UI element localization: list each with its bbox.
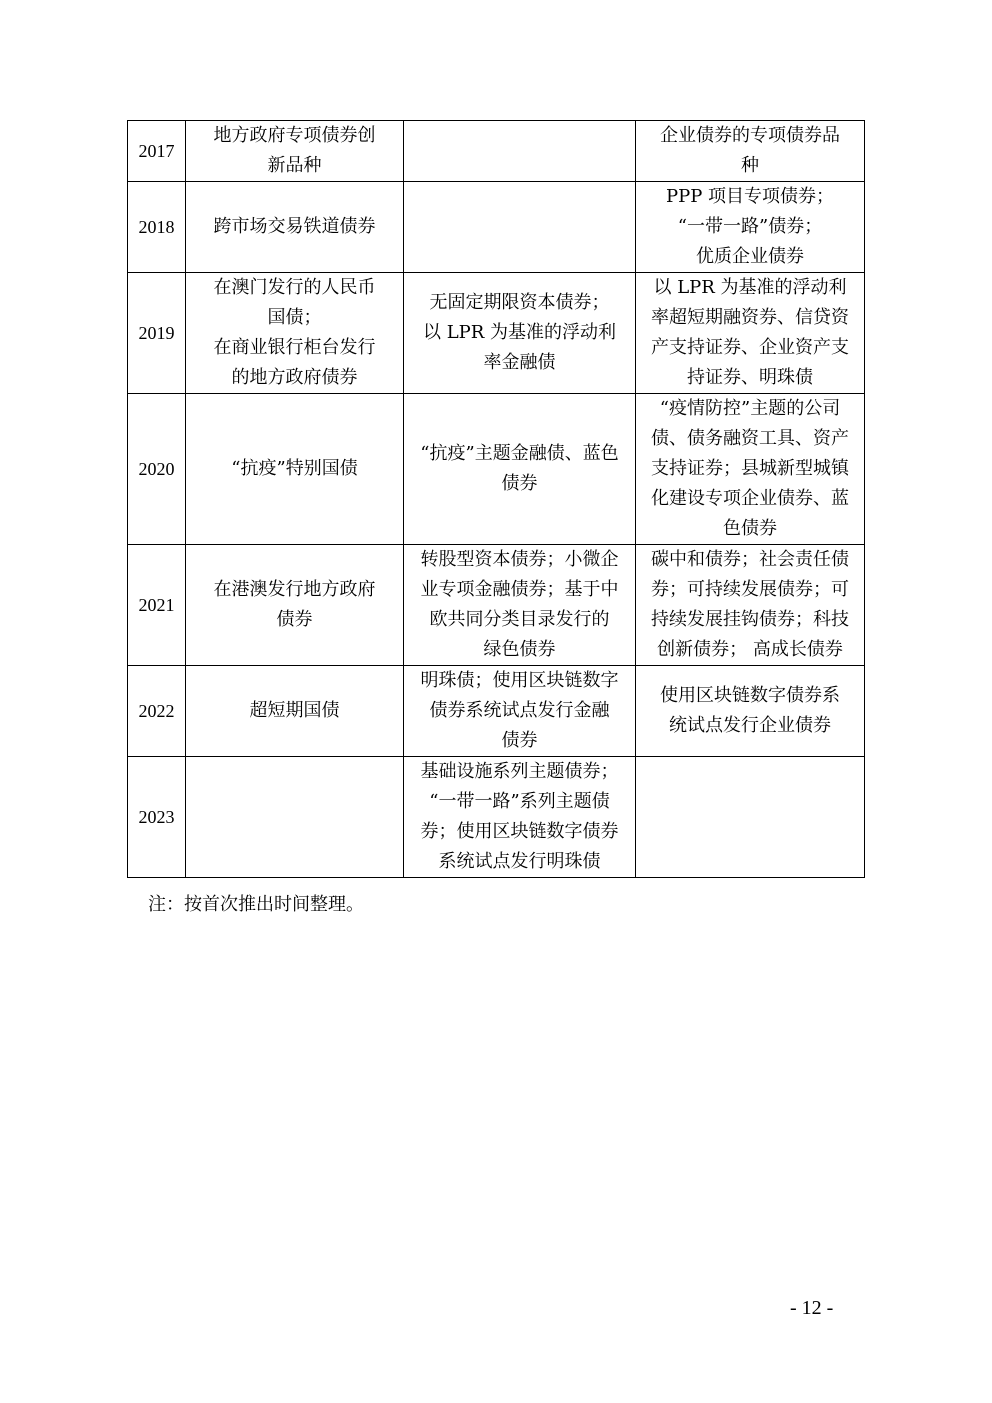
government-bond-cell: 地方政府专项债券创 新品种 xyxy=(186,121,404,182)
government-bond-cell: 在澳门发行的人民币 国债； 在商业银行柜台发行 的地方政府债券 xyxy=(186,273,404,394)
financial-bond-cell xyxy=(404,121,636,182)
bond-innovation-table xyxy=(127,120,865,878)
corporate-bond-cell: PPP 项目专项债券； “一带一路”债券； 优质企业债券 xyxy=(636,182,865,273)
financial-bond-cell xyxy=(404,182,636,273)
financial-bond-cell: 无固定期限资本债券； 以 LPR 为基准的浮动利 率金融债 xyxy=(404,273,636,394)
corporate-bond-cell: 企业债券的专项债券品 种 xyxy=(636,121,865,182)
government-bond-cell xyxy=(186,757,404,878)
year-cell: 2019 xyxy=(128,273,186,394)
table-row xyxy=(128,757,865,878)
corporate-bond-cell: 碳中和债券；社会责任债 券；可持续发展债券；可 持续发展挂钩债券；科技 创新债券； 高成长债券 xyxy=(636,545,865,666)
table-row xyxy=(128,273,865,394)
corporate-bond-cell xyxy=(636,757,865,878)
page-number: - 12 - xyxy=(790,1297,834,1319)
year-cell: 2023 xyxy=(128,757,186,878)
table-note: 注：按首次推出时间整理。 xyxy=(148,894,364,915)
year-cell: 2018 xyxy=(128,182,186,273)
year-cell: 2017 xyxy=(128,121,186,182)
year-cell: 2021 xyxy=(128,545,186,666)
table-row xyxy=(128,666,865,757)
financial-bond-cell: 转股型资本债券；小微企 业专项金融债券；基于中 欧共同分类目录发行的 绿色债券 xyxy=(404,545,636,666)
table-row xyxy=(128,545,865,666)
year-cell: 2022 xyxy=(128,666,186,757)
financial-bond-cell: “抗疫”主题金融债、蓝色 债券 xyxy=(404,394,636,545)
government-bond-cell: 跨市场交易铁道债券 xyxy=(186,182,404,273)
table-row xyxy=(128,394,865,545)
government-bond-cell: 超短期国债 xyxy=(186,666,404,757)
table-row xyxy=(128,182,865,273)
corporate-bond-cell: 以 LPR 为基准的浮动利 率超短期融资券、信贷资 产支持证券、企业资产支 持证券、明珠债 xyxy=(636,273,865,394)
financial-bond-cell: 明珠债；使用区块链数字 债券系统试点发行金融 债券 xyxy=(404,666,636,757)
financial-bond-cell: 基础设施系列主题债券； “一带一路”系列主题债 券；使用区块链数字债券 系统试点发行明珠债 xyxy=(404,757,636,878)
table-row xyxy=(128,121,865,182)
year-cell: 2020 xyxy=(128,394,186,545)
corporate-bond-cell: 使用区块链数字债券系 统试点发行企业债券 xyxy=(636,666,865,757)
table-body xyxy=(128,121,865,878)
government-bond-cell: “抗疫”特别国债 xyxy=(186,394,404,545)
government-bond-cell: 在港澳发行地方政府 债券 xyxy=(186,545,404,666)
corporate-bond-cell: “疫情防控”主题的公司 债、债务融资工具、资产 支持证券；县城新型城镇 化建设专项企业债券、蓝 色债券 xyxy=(636,394,865,545)
